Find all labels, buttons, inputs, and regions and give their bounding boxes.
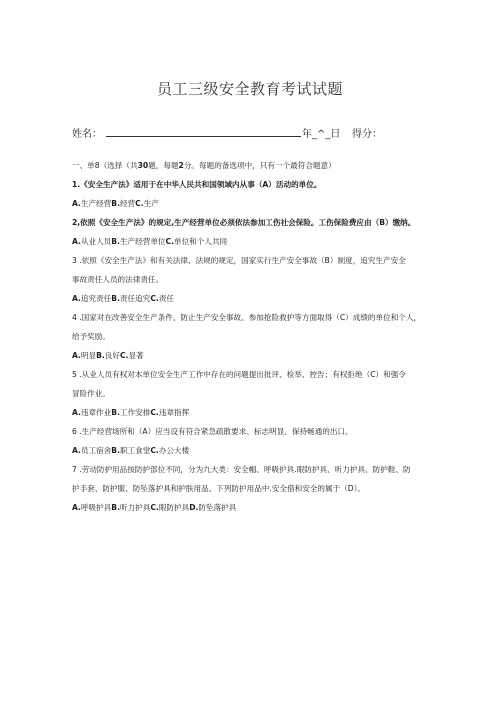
name-blank-line — [106, 136, 301, 137]
question-options: A.员工宿舍B.职工食堂C.办公大楼 — [72, 446, 190, 455]
question-4 — [72, 308, 450, 365]
question-1 — [72, 175, 450, 213]
question-options: A.违章作业B.工作安排C.违章指挥 — [72, 408, 190, 417]
page-title: 员工三级安全教育考试试题 — [156, 80, 343, 98]
exam-content — [72, 156, 450, 517]
question-text: 6 .生产经营场所和（A）应当设有符合紧急疏散要求、标志明显、保持畅通的出口。 — [72, 427, 353, 436]
question-options: A.明显B.良好C.显著 — [72, 351, 144, 360]
question-7 — [72, 460, 450, 517]
question-6 — [72, 422, 450, 460]
question-options: A.生产经营B.经营C.生产 — [72, 199, 159, 208]
question-options: A.从业人员B.生产经营单位C.单位和个人共同 — [72, 237, 228, 246]
question-text: 5 .从业人员有权对本单位安全生产工作中存在的问题提出批评、检举、控告；有权拒绝（C）和强令 — [72, 370, 406, 379]
question-5 — [72, 365, 450, 422]
exam-header — [72, 125, 432, 141]
question-2 — [72, 213, 450, 251]
question-text: 2,依照《安全生产法》的规定,生产经营单位必须依法参加工伤社会保险。工伤保险费应由（B）缴纳。 — [72, 218, 416, 227]
question-options: A.追究责任B.责任追究C.责任 — [72, 294, 174, 303]
section-heading: 一、单8（选择（共30题，每题2分。每题的备选项中，只有一个最符合题意） — [72, 161, 336, 170]
question-text: 4 .国家对在改善安全生产条件、防止生产安全事故、参加抢险救护等方面取得（C）成绩的单位和个人， — [72, 313, 422, 322]
question-3 — [72, 251, 450, 308]
question-text-continued: 给予奖励。 — [72, 332, 110, 341]
question-text: 3 .依照《安全生产法》和有关法律、法规的规定，国家实行生产安全事故（B）制度，追究生产安全 — [72, 256, 406, 265]
question-text: 1.《安全生产法》适用于在中华人民共和国领域内从事（A）活动的单位。 — [72, 180, 322, 189]
name-label: 姓名： — [72, 129, 102, 140]
question-text: 7 .劳动防护用品按防护部位不同，分为九大类：安全帽、呼吸护具.眼防护具、听力护具、防护鞋、防 — [72, 465, 411, 474]
question-text-continued: 事故责任人员的法律责任。 — [72, 275, 164, 284]
question-text-continued: 护手套、防护服、防坠落护具和护肤用品。下列防护用品中.安全借和安全的属于（D）。 — [72, 484, 366, 493]
question-text-continued: 冒险作业。 — [72, 389, 110, 398]
score-label: 得分： — [352, 129, 382, 140]
date-field: 年_^_日 — [302, 129, 341, 140]
question-options: A.呼吸护具B.听力护具C.眼防护具D.防坠落护具 — [72, 503, 237, 512]
